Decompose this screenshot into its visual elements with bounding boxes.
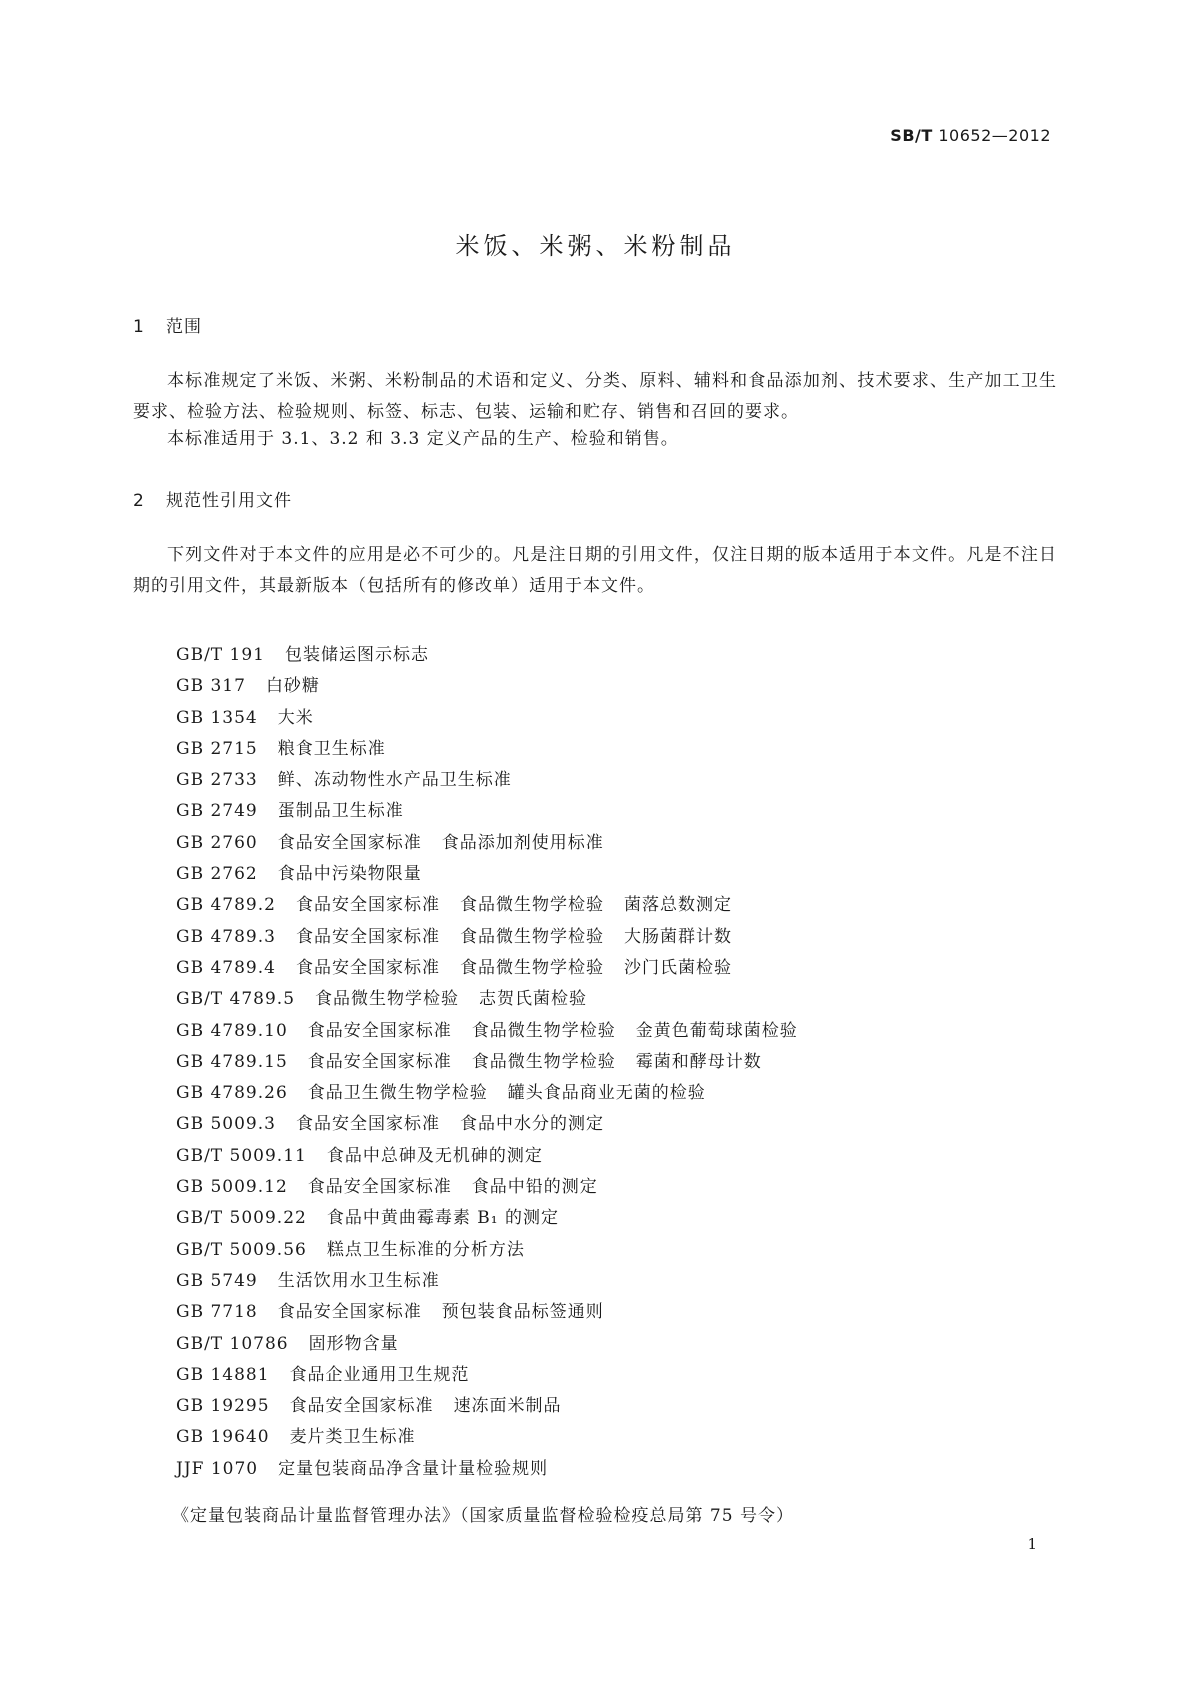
reference-code: GB/T 10786 — [176, 1333, 289, 1354]
section-2-paragraph-1: 下列文件对于本文件的应用是必不可少的。凡是注日期的引用文件，仅注日期的版本适用于本文件。凡是不注日期的引用文件，其最新版本（包括所有的修改单）适用于本文件。 — [133, 545, 1057, 596]
reference-subtitle: 志贺氏菌检验 — [479, 989, 588, 1010]
reference-subtitle: 食品中水分的测定 — [459, 1114, 604, 1135]
reference-subtitle: 沙门氏菌检验 — [623, 957, 732, 978]
reference-code: GB 5749 — [176, 1270, 258, 1291]
reference-code: GB 7718 — [176, 1302, 258, 1323]
reference-title: 食品安全国家标准 — [295, 926, 440, 947]
reference-code: GB 4789.26 — [176, 1083, 288, 1104]
list-item — [176, 859, 798, 890]
reference-code: GB 2715 — [176, 738, 258, 759]
section-number: 2 — [133, 491, 145, 511]
list-item — [176, 1391, 798, 1422]
reference-code: GB 4789.3 — [176, 926, 276, 947]
reference-subtitle: 霉菌和酵母计数 — [635, 1051, 762, 1072]
reference-title: 麦片类卫生标准 — [289, 1427, 416, 1448]
section-1-paragraph-1: 本标准规定了米饭、米粥、米粉制品的术语和定义、分类、原料、辅料和食品添加剂、技术要求、生产加工卫生要求、检验方法、检验规则、标签、标志、包装、运输和贮存、销售和召回的要求。 — [133, 371, 1057, 422]
reference-title: 固形物含量 — [308, 1333, 399, 1354]
reference-subtitle: 食品微生物学检验 — [459, 926, 604, 947]
list-item — [176, 1297, 798, 1328]
reference-subtitle: 金黄色葡萄球菌检验 — [635, 1020, 798, 1041]
reference-code: GB/T 191 — [176, 645, 265, 665]
page-number: 1 — [1027, 1535, 1037, 1553]
reference-code: GB 2762 — [176, 864, 258, 885]
list-item — [176, 1172, 798, 1203]
document-title: 米饭、米粥、米粉制品 — [455, 232, 736, 260]
list-item — [176, 734, 798, 765]
list-item — [176, 1016, 798, 1047]
reference-subtitle: 食品添加剂使用标准 — [441, 832, 604, 853]
reference-title: 食品卫生微生物学检验 — [307, 1083, 488, 1104]
section-number: 1 — [133, 317, 145, 337]
normative-references-list — [176, 640, 798, 1485]
regulation-reference: 《定量包装商品计量监督管理办法》（国家质量监督检验检疫总局第 75 号令） — [172, 1506, 794, 1526]
reference-title: 食品安全国家标准 — [277, 1302, 422, 1323]
reference-subtitle: 食品微生物学检验 — [471, 1020, 616, 1041]
list-item — [176, 1329, 798, 1360]
list-item — [176, 1235, 798, 1266]
reference-title: 包装储运图示标志 — [285, 645, 429, 665]
reference-code: GB 19640 — [176, 1427, 270, 1448]
reference-code: GB 2733 — [176, 770, 258, 791]
reference-title: 定量包装商品净含量计量检验规则 — [278, 1458, 549, 1479]
reference-title: 食品安全国家标准 — [295, 895, 440, 916]
list-item — [176, 1360, 798, 1391]
reference-title: 食品中污染物限量 — [277, 864, 422, 885]
reference-title: 食品安全国家标准 — [295, 957, 440, 978]
section-title: 范围 — [166, 317, 202, 337]
reference-title: 食品安全国家标准 — [295, 1114, 440, 1135]
list-item — [176, 671, 798, 702]
list-item — [176, 1203, 798, 1234]
reference-subtitle: 食品中铅的测定 — [471, 1177, 598, 1198]
list-item — [176, 1141, 798, 1172]
reference-code: GB/T 4789.5 — [176, 989, 296, 1010]
reference-code: GB/T 5009.22 — [176, 1208, 307, 1229]
reference-title: 糕点卫生标准的分析方法 — [326, 1239, 525, 1260]
reference-code: GB 1354 — [176, 707, 258, 728]
reference-code: JJF 1070 — [176, 1458, 259, 1479]
reference-title: 白砂糖 — [265, 676, 320, 697]
section-1-paragraph-2: 本标准适用于 3.1、3.2 和 3.3 定义产品的生产、检验和销售。 — [167, 429, 679, 449]
reference-subtitle: 速冻面米制品 — [453, 1396, 562, 1417]
list-item — [176, 828, 798, 859]
list-item — [176, 1266, 798, 1297]
reference-title: 食品安全国家标准 — [307, 1051, 452, 1072]
reference-subtitle: 大肠菌群计数 — [623, 926, 732, 947]
list-item — [176, 1078, 798, 1109]
list-item — [176, 796, 798, 827]
standard-prefix: SB/T — [890, 126, 933, 145]
reference-subtitle: 菌落总数测定 — [623, 895, 732, 916]
reference-code: GB 4789.2 — [176, 895, 276, 916]
reference-code: GB 4789.15 — [176, 1051, 288, 1072]
reference-code: GB/T 5009.11 — [176, 1145, 307, 1166]
reference-title: 食品安全国家标准 — [289, 1396, 434, 1417]
reference-subtitle: 罐头食品商业无菌的检验 — [507, 1083, 706, 1104]
reference-title: 食品微生物学检验 — [315, 989, 460, 1010]
reference-title: 蛋制品卫生标准 — [277, 801, 404, 822]
reference-title: 鲜、冻动物性水产品卫生标准 — [277, 770, 512, 791]
list-item — [176, 1109, 798, 1140]
reference-code: GB 2760 — [176, 832, 258, 853]
section-title: 规范性引用文件 — [166, 491, 292, 511]
reference-code: GB 5009.12 — [176, 1177, 288, 1198]
standard-number: 10652—2012 — [938, 126, 1051, 145]
reference-title: 粮食卫生标准 — [277, 738, 386, 759]
reference-code: GB 4789.10 — [176, 1020, 288, 1041]
reference-code: GB 14881 — [176, 1364, 270, 1385]
reference-title: 食品中黄曲霉毒素 B₁ 的测定 — [326, 1208, 559, 1229]
reference-title: 大米 — [277, 707, 314, 728]
reference-title: 食品企业通用卫生规范 — [289, 1364, 470, 1385]
reference-subtitle: 食品微生物学检验 — [471, 1051, 616, 1072]
list-item — [176, 1047, 798, 1078]
reference-subtitle: 食品微生物学检验 — [459, 895, 604, 916]
reference-subtitle: 预包装食品标签通则 — [441, 1302, 604, 1323]
list-item — [176, 703, 798, 734]
reference-title: 食品安全国家标准 — [307, 1177, 452, 1198]
reference-title: 食品中总砷及无机砷的测定 — [326, 1145, 543, 1166]
reference-code: GB 4789.4 — [176, 957, 276, 978]
standard-code — [890, 126, 1051, 145]
section-1-heading — [133, 312, 202, 337]
list-item — [176, 953, 798, 984]
reference-subtitle: 食品微生物学检验 — [459, 957, 604, 978]
list-item — [176, 922, 798, 953]
reference-title: 食品安全国家标准 — [307, 1020, 452, 1041]
list-item — [176, 765, 798, 796]
section-2-heading — [133, 486, 292, 511]
reference-code: GB 5009.3 — [176, 1114, 276, 1135]
list-item — [176, 1454, 798, 1485]
list-item — [176, 984, 798, 1015]
reference-title: 食品安全国家标准 — [277, 832, 422, 853]
list-item — [176, 1422, 798, 1453]
reference-code: GB 19295 — [176, 1396, 270, 1417]
reference-title: 生活饮用水卫生标准 — [277, 1270, 440, 1291]
list-item — [176, 640, 798, 671]
list-item — [176, 890, 798, 921]
reference-code: GB 317 — [176, 676, 246, 697]
reference-code: GB 2749 — [176, 801, 258, 822]
reference-code: GB/T 5009.56 — [176, 1239, 307, 1260]
